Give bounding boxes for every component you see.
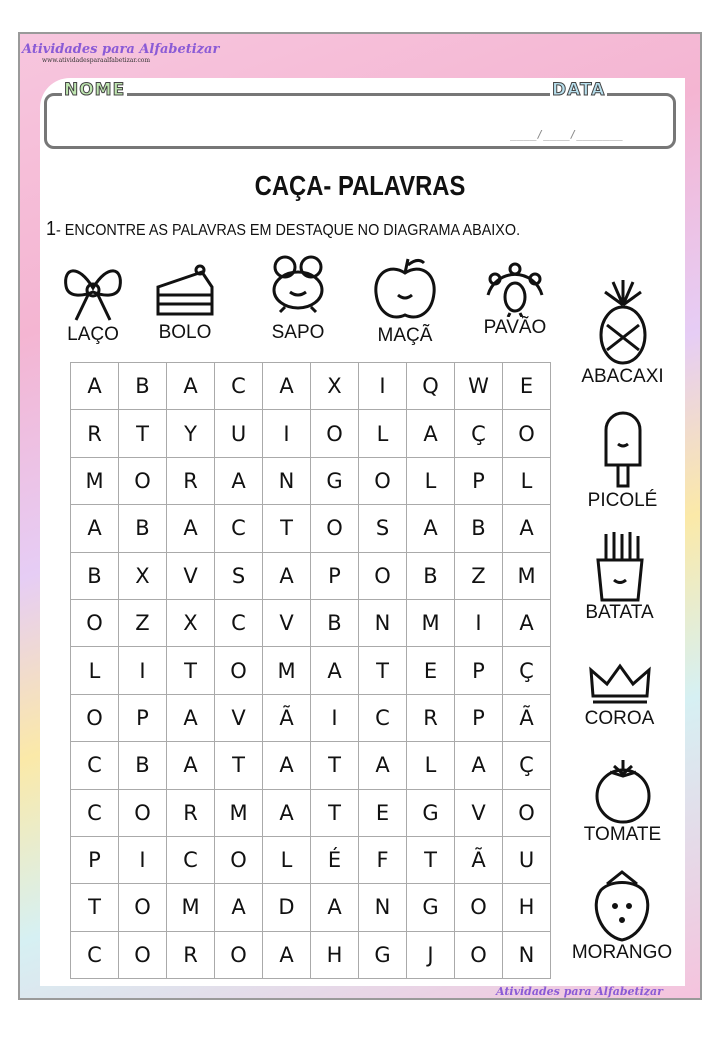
grid-cell[interactable]: Ç <box>503 742 551 789</box>
grid-cell[interactable]: A <box>167 742 215 789</box>
grid-cell[interactable]: N <box>263 458 311 505</box>
grid-cell[interactable]: A <box>359 742 407 789</box>
grid-cell[interactable]: C <box>215 505 263 552</box>
grid-cell[interactable]: B <box>71 553 119 600</box>
grid-cell[interactable]: V <box>263 600 311 647</box>
grid-cell[interactable]: I <box>263 410 311 457</box>
grid-cell[interactable]: F <box>359 837 407 884</box>
grid-cell[interactable]: R <box>167 932 215 979</box>
grid-cell[interactable]: O <box>311 505 359 552</box>
grid-cell[interactable]: O <box>119 790 167 837</box>
grid-cell[interactable]: V <box>167 553 215 600</box>
grid-cell[interactable]: R <box>167 790 215 837</box>
grid-cell[interactable]: Ã <box>503 695 551 742</box>
bow-icon <box>58 258 128 324</box>
grid-cell[interactable]: C <box>71 790 119 837</box>
grid-cell[interactable]: N <box>503 932 551 979</box>
grid-cell[interactable]: L <box>263 837 311 884</box>
tomato-icon <box>590 758 656 824</box>
grid-cell[interactable]: N <box>359 884 407 931</box>
grid-cell[interactable]: C <box>359 695 407 742</box>
grid-cell[interactable]: A <box>263 742 311 789</box>
grid-cell[interactable]: Ã <box>455 837 503 884</box>
crown-icon <box>587 660 653 708</box>
grid-cell[interactable]: P <box>71 837 119 884</box>
grid-cell[interactable]: Z <box>119 600 167 647</box>
word-label: PAVÃO <box>483 317 547 338</box>
grid-cell[interactable]: A <box>407 410 455 457</box>
grid-cell[interactable]: B <box>407 553 455 600</box>
grid-cell[interactable]: H <box>503 884 551 931</box>
footer-logo: Atividades para Alfabetizar <box>496 985 663 998</box>
strawberry-icon <box>587 866 657 942</box>
grid-cell[interactable]: V <box>455 790 503 837</box>
word-item-sapo <box>265 252 331 344</box>
word-label: BATATA <box>585 602 654 623</box>
grid-cell[interactable]: Ç <box>455 410 503 457</box>
instruction-number: 1 <box>46 218 57 240</box>
grid-cell[interactable]: O <box>503 790 551 837</box>
grid-cell[interactable]: M <box>503 553 551 600</box>
grid-cell[interactable]: P <box>455 695 503 742</box>
grid-cell[interactable]: G <box>359 932 407 979</box>
grid-cell[interactable]: M <box>263 647 311 694</box>
grid-cell[interactable]: L <box>407 742 455 789</box>
grid-cell[interactable]: A <box>263 553 311 600</box>
word-item-abacaxi <box>575 280 670 388</box>
grid-cell[interactable]: H <box>311 932 359 979</box>
grid-cell[interactable]: I <box>359 363 407 410</box>
grid-cell[interactable]: I <box>311 695 359 742</box>
grid-cell[interactable]: M <box>215 790 263 837</box>
word-label: SAPO <box>271 322 325 343</box>
grid-cell[interactable]: C <box>215 600 263 647</box>
grid-cell[interactable]: L <box>359 410 407 457</box>
grid-cell[interactable]: A <box>215 458 263 505</box>
grid-cell[interactable]: R <box>71 410 119 457</box>
grid-cell[interactable]: R <box>167 458 215 505</box>
grid-cell[interactable]: T <box>359 647 407 694</box>
grid-cell[interactable]: A <box>311 647 359 694</box>
logo-url: www.atividadesparaalfabetizar.com <box>42 57 151 64</box>
grid-cell[interactable]: A <box>503 600 551 647</box>
grid-cell[interactable]: Q <box>407 363 455 410</box>
grid-cell[interactable]: O <box>503 410 551 457</box>
grid-cell[interactable]: C <box>71 932 119 979</box>
cake-icon <box>152 262 218 322</box>
grid-cell[interactable]: T <box>215 742 263 789</box>
apple-icon <box>370 255 440 325</box>
word-label: MORANGO <box>571 942 673 963</box>
word-item-pavao <box>480 255 550 339</box>
word-item-morango <box>572 866 672 964</box>
logo <box>22 42 219 64</box>
instruction-text: - ENCONTRE AS PALAVRAS EM DESTAQUE NO DIAGRAMA ABAIXO. <box>56 222 521 239</box>
grid-cell[interactable]: B <box>119 505 167 552</box>
grid-cell[interactable]: A <box>71 505 119 552</box>
grid-cell[interactable]: C <box>167 837 215 884</box>
grid-cell[interactable]: W <box>455 363 503 410</box>
grid-cell[interactable]: R <box>407 695 455 742</box>
grid-cell[interactable]: P <box>455 458 503 505</box>
word-label: LAÇO <box>67 324 119 345</box>
word-label: COROA <box>584 708 655 729</box>
grid-cell[interactable]: M <box>71 458 119 505</box>
word-item-bolo <box>152 262 218 344</box>
grid-cell[interactable]: O <box>71 695 119 742</box>
grid-cell[interactable]: B <box>119 742 167 789</box>
fries-icon <box>592 530 648 602</box>
grid-cell[interactable]: O <box>119 884 167 931</box>
word-item-tomate <box>575 758 670 846</box>
word-label: TOMATE <box>583 824 662 845</box>
grid-cell[interactable]: M <box>407 600 455 647</box>
grid-cell[interactable]: N <box>359 600 407 647</box>
grid-cell[interactable]: D <box>263 884 311 931</box>
name-label: NOME <box>64 80 126 100</box>
grid-cell[interactable]: E <box>359 790 407 837</box>
grid-cell[interactable]: B <box>311 600 359 647</box>
grid-cell[interactable]: G <box>407 790 455 837</box>
grid-cell[interactable]: T <box>407 837 455 884</box>
grid-cell[interactable]: T <box>71 884 119 931</box>
grid-cell[interactable]: Ã <box>263 695 311 742</box>
date-label: DATA <box>552 80 606 100</box>
grid-cell[interactable]: U <box>215 410 263 457</box>
grid-cell[interactable]: O <box>359 553 407 600</box>
grid-cell[interactable]: A <box>263 932 311 979</box>
grid-cell[interactable]: A <box>71 363 119 410</box>
grid-cell[interactable]: T <box>311 790 359 837</box>
grid-cell[interactable]: O <box>455 932 503 979</box>
word-item-batata <box>572 530 667 624</box>
grid-cell[interactable]: G <box>311 458 359 505</box>
word-search-grid <box>70 362 551 979</box>
word-label: MAÇÃ <box>377 325 433 346</box>
grid-cell[interactable]: P <box>119 695 167 742</box>
grid-cell[interactable]: L <box>407 458 455 505</box>
grid-cell[interactable]: V <box>215 695 263 742</box>
peacock-icon <box>480 255 550 317</box>
word-item-laco <box>58 258 128 346</box>
grid-cell[interactable]: B <box>455 505 503 552</box>
grid-cell[interactable]: S <box>359 505 407 552</box>
grid-cell[interactable]: A <box>167 363 215 410</box>
grid-cell[interactable]: B <box>119 363 167 410</box>
grid-cell[interactable]: T <box>119 410 167 457</box>
grid-cell[interactable]: P <box>455 647 503 694</box>
grid-cell[interactable]: Ç <box>503 647 551 694</box>
grid-cell[interactable]: T <box>263 505 311 552</box>
grid-cell[interactable]: O <box>359 458 407 505</box>
page-title: CAÇA- PALAVRAS <box>254 170 466 201</box>
grid-cell[interactable]: A <box>263 790 311 837</box>
grid-cell[interactable]: É <box>311 837 359 884</box>
grid-cell[interactable]: I <box>119 647 167 694</box>
grid-cell[interactable]: O <box>71 600 119 647</box>
grid-cell[interactable]: A <box>263 363 311 410</box>
grid-cell[interactable]: T <box>167 647 215 694</box>
grid-cell[interactable]: O <box>215 647 263 694</box>
instruction <box>46 218 520 241</box>
grid-cell[interactable]: C <box>71 742 119 789</box>
grid-cell[interactable]: P <box>311 553 359 600</box>
grid-cell[interactable]: A <box>407 505 455 552</box>
grid-cell[interactable]: O <box>455 884 503 931</box>
grid-cell[interactable]: C <box>215 363 263 410</box>
grid-cell[interactable]: I <box>119 837 167 884</box>
grid-cell[interactable]: J <box>407 932 455 979</box>
grid-cell[interactable]: S <box>215 553 263 600</box>
grid-cell[interactable]: E <box>407 647 455 694</box>
frog-icon <box>265 252 331 322</box>
grid-cell[interactable]: X <box>119 553 167 600</box>
grid-cell[interactable]: X <box>167 600 215 647</box>
grid-cell[interactable]: M <box>167 884 215 931</box>
grid-cell[interactable]: A <box>311 884 359 931</box>
grid-cell[interactable]: A <box>167 505 215 552</box>
logo-text: Atividades para Alfabetizar <box>22 42 220 57</box>
grid-cell[interactable]: L <box>71 647 119 694</box>
grid-cell[interactable]: E <box>503 363 551 410</box>
grid-cell[interactable]: X <box>311 363 359 410</box>
pineapple-icon <box>593 280 653 366</box>
grid-cell[interactable]: T <box>311 742 359 789</box>
word-item-picole <box>575 410 670 512</box>
word-label: BOLO <box>158 322 212 343</box>
grid-cell[interactable]: L <box>503 458 551 505</box>
grid-cell[interactable]: U <box>503 837 551 884</box>
grid-cell[interactable]: O <box>119 932 167 979</box>
word-item-maca <box>370 255 440 347</box>
grid-cell[interactable]: G <box>407 884 455 931</box>
grid-cell[interactable]: A <box>455 742 503 789</box>
grid-cell[interactable]: Z <box>455 553 503 600</box>
grid-cell[interactable]: O <box>215 837 263 884</box>
word-item-coroa <box>572 660 667 730</box>
date-placeholder[interactable]: ____/____/_______ <box>510 128 623 141</box>
grid-cell[interactable]: O <box>119 458 167 505</box>
grid-cell[interactable]: I <box>455 600 503 647</box>
grid-cell[interactable]: A <box>215 884 263 931</box>
popsicle-icon <box>598 410 648 490</box>
grid-cell[interactable]: O <box>311 410 359 457</box>
grid-cell[interactable]: A <box>167 695 215 742</box>
grid-cell[interactable]: A <box>503 505 551 552</box>
grid-cell[interactable]: Y <box>167 410 215 457</box>
grid-cell[interactable]: O <box>215 932 263 979</box>
word-label: ABACAXI <box>581 366 664 387</box>
word-label: PICOLÉ <box>587 490 658 511</box>
